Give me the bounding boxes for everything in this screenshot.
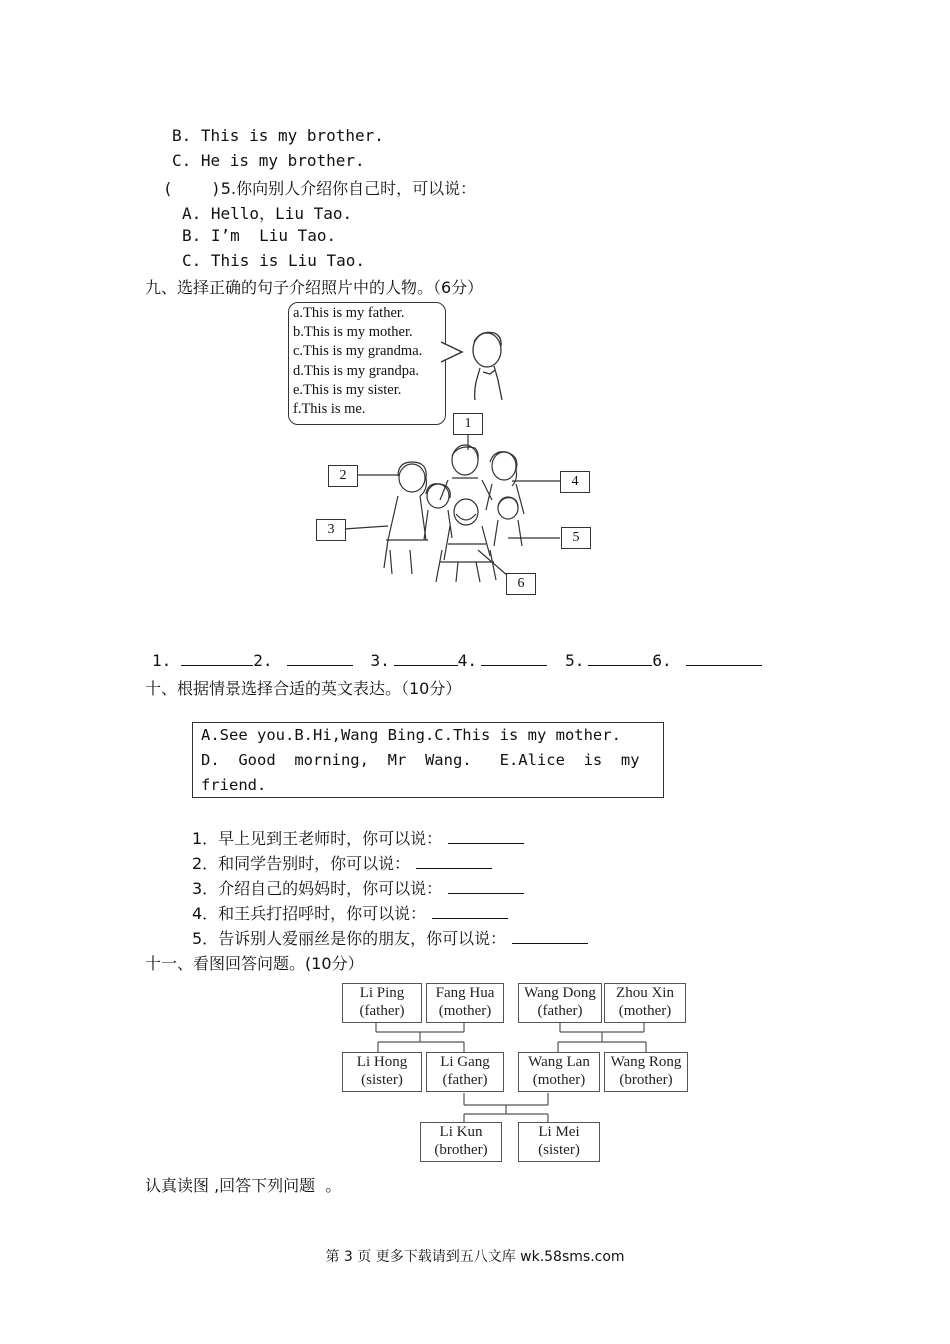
scenario-5-blank[interactable] bbox=[512, 929, 588, 944]
scenario-1-blank[interactable] bbox=[448, 829, 524, 844]
answer-1-label: 1. bbox=[152, 651, 172, 670]
tree-box-wang-dong bbox=[518, 983, 602, 1023]
answer-4-blank[interactable] bbox=[481, 651, 547, 666]
tree-box-fang-hua bbox=[426, 983, 504, 1023]
tree-box-zhou-xin bbox=[604, 983, 686, 1023]
tree-role: (brother) bbox=[434, 1142, 488, 1158]
section10-heading: 十、根据情景选择合适的英文表达。（10分） bbox=[145, 679, 462, 698]
tree-role: (mother) bbox=[618, 1003, 672, 1019]
scenario-3-text: 3．介绍自己的妈妈时，你可以说： bbox=[192, 879, 443, 898]
bubble-line-b: b.This is my mother. bbox=[293, 324, 413, 341]
photo-label-6: 6 bbox=[506, 573, 536, 595]
answer-6-blank[interactable] bbox=[686, 651, 762, 666]
tree-name: Li Ping bbox=[359, 985, 405, 1001]
page-footer: 第 3 页 更多下载请到五八文库 wk.58sms.com bbox=[325, 1249, 625, 1265]
tree-name: Li Gang bbox=[440, 1054, 490, 1070]
answer-5-label: 5. bbox=[565, 651, 585, 670]
tree-role: (sister) bbox=[361, 1072, 403, 1088]
options-line-3: friend. bbox=[201, 776, 267, 794]
scenario-item-5 bbox=[192, 926, 588, 949]
family-photo-illustration bbox=[280, 300, 620, 600]
tree-box-li-kun bbox=[420, 1122, 502, 1162]
options-line-1: A.See you.B.Hi,Wang Bing.C.This is my mother. bbox=[201, 726, 621, 744]
option-a: A. Hello，Liu Tao. bbox=[182, 204, 353, 223]
photo-label-3: 3 bbox=[316, 519, 346, 541]
tree-role: (father) bbox=[359, 1003, 405, 1019]
tree-box-li-gang bbox=[426, 1052, 504, 1092]
family-group bbox=[384, 445, 524, 582]
section9-heading: 九、选择正确的句子介绍照片中的人物。（6分） bbox=[145, 278, 484, 297]
scenario-2-text: 2．和同学告别时，你可以说： bbox=[192, 854, 411, 873]
answer-3-label: 3. bbox=[370, 651, 390, 670]
bubble-line-d: d.This is my grandpa. bbox=[293, 362, 420, 379]
tree-role: (mother) bbox=[532, 1072, 586, 1088]
photo-label-5: 5 bbox=[561, 527, 591, 549]
scenario-5-text: 5．告诉别人爱丽丝是你的朋友，你可以说： bbox=[192, 929, 507, 948]
tree-box-li-hong bbox=[342, 1052, 422, 1092]
scenario-item-3 bbox=[192, 876, 524, 899]
tree-name: Zhou Xin bbox=[616, 985, 674, 1001]
tree-name: Fang Hua bbox=[435, 985, 495, 1001]
tree-name: Wang Rong bbox=[610, 1054, 682, 1070]
options-box bbox=[192, 722, 664, 798]
option-c: C. This is Liu Tao. bbox=[182, 251, 366, 270]
scenario-4-blank[interactable] bbox=[432, 904, 508, 919]
scenario-item-4 bbox=[192, 901, 508, 924]
bubble-line-c: c.This is my grandma. bbox=[293, 343, 423, 360]
scenario-item-1 bbox=[192, 826, 524, 849]
photo-label-4: 4 bbox=[560, 471, 590, 493]
question-5 bbox=[163, 176, 476, 199]
answer-paren[interactable]: ( ) bbox=[163, 179, 221, 198]
photo-label-2: 2 bbox=[328, 465, 358, 487]
tree-role: (mother) bbox=[438, 1003, 492, 1019]
tree-role: (father) bbox=[537, 1003, 583, 1019]
answer-6-label: 6. bbox=[652, 651, 672, 670]
bubble-line-f: f.This is me. bbox=[293, 401, 366, 418]
scenario-2-blank[interactable] bbox=[416, 854, 492, 869]
option-b: B. I’m Liu Tao. bbox=[182, 226, 337, 245]
photo-label-1: 1 bbox=[453, 413, 483, 435]
bubble-line-e: e.This is my sister. bbox=[293, 381, 402, 398]
tree-box-li-ping bbox=[342, 983, 422, 1023]
scenario-1-text: 1．早上见到王老师时，你可以说： bbox=[192, 829, 443, 848]
tree-box-wang-lan bbox=[518, 1052, 600, 1092]
bubble-line-a: a.This is my father. bbox=[293, 305, 405, 321]
option-b-prev: B. This is my brother. bbox=[172, 126, 384, 145]
scenario-4-text: 4．和王兵打招呼时，你可以说： bbox=[192, 904, 427, 923]
option-c-prev: C. He is my brother. bbox=[172, 151, 365, 170]
tree-box-li-mei bbox=[518, 1122, 600, 1162]
answer-5-blank[interactable] bbox=[588, 651, 652, 666]
answer-2-label: 2. bbox=[253, 651, 273, 670]
question-5-text: 5.你向别人介绍你自己时，可以说： bbox=[220, 179, 477, 198]
tree-role: (father) bbox=[442, 1072, 488, 1088]
tree-box-wang-rong bbox=[604, 1052, 688, 1092]
tree-name: Li Kun bbox=[439, 1124, 483, 1140]
scenario-item-2 bbox=[192, 851, 492, 874]
tree-name: Li Hong bbox=[356, 1054, 408, 1070]
answer-2-blank[interactable] bbox=[287, 651, 353, 666]
section11-instruction: 认真读图 ,回答下列问题 。 bbox=[145, 1176, 342, 1195]
tree-name: Li Mei bbox=[538, 1124, 580, 1140]
section9-answers bbox=[152, 651, 762, 670]
answer-1-blank[interactable] bbox=[181, 651, 253, 666]
section11-heading: 十一、看图回答问题。(10分） bbox=[145, 954, 364, 973]
tree-name: Wang Lan bbox=[528, 1054, 590, 1070]
options-line-2: D. Good morning, Mr Wang. E.Alice is my bbox=[201, 751, 640, 769]
answer-4-label: 4. bbox=[457, 651, 478, 670]
tree-role: (sister) bbox=[538, 1142, 580, 1158]
answer-3-blank[interactable] bbox=[394, 651, 458, 666]
tree-name: Wang Dong bbox=[524, 985, 596, 1001]
scenario-3-blank[interactable] bbox=[448, 879, 524, 894]
tree-role: (brother) bbox=[619, 1072, 673, 1088]
boy-figure bbox=[473, 332, 502, 400]
